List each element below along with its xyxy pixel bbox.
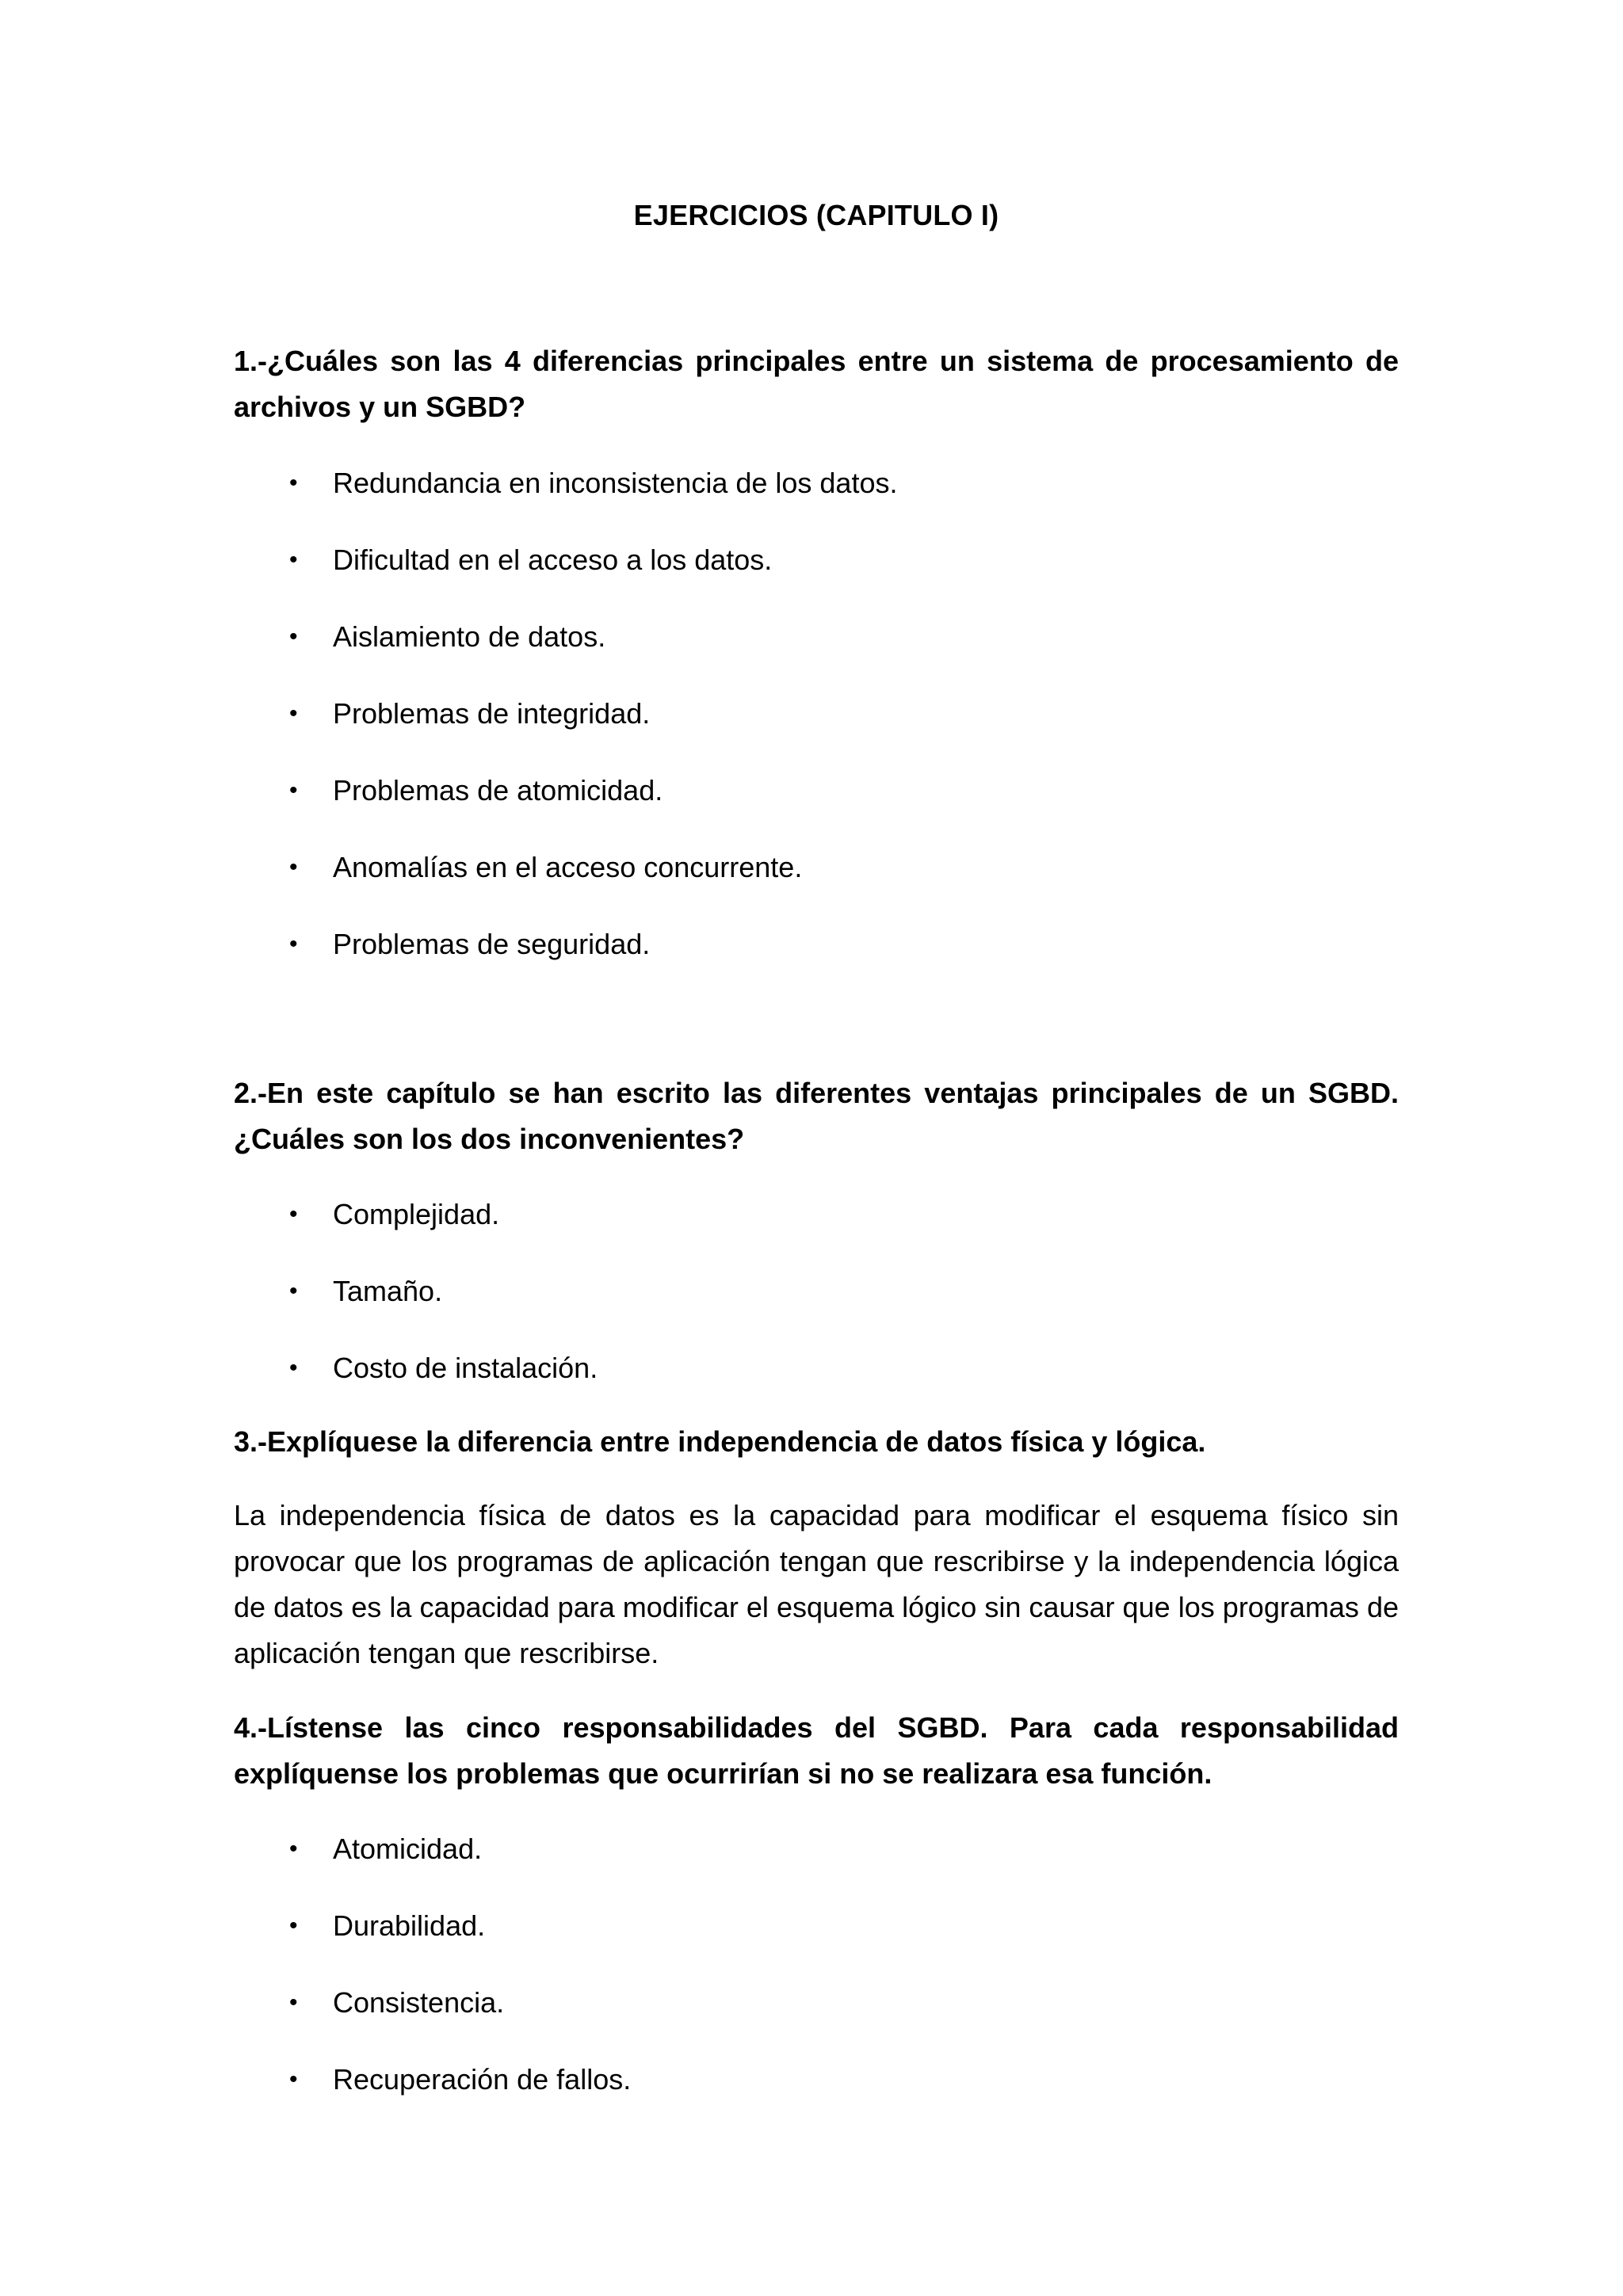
bullet-icon: • — [289, 1278, 298, 1304]
list-item-text: Durabilidad. — [333, 1909, 486, 1942]
bullet-icon: • — [289, 1201, 298, 1227]
bullet-icon: • — [289, 1355, 298, 1381]
list-item-text: Aislamiento de datos. — [333, 620, 606, 653]
list-item — [234, 618, 1399, 695]
question-1-list — [234, 464, 1399, 1002]
bullet-icon: • — [289, 470, 298, 496]
question-3: 3.-Explíquese la diferencia entre independencia de datos física y lógica. — [234, 1425, 1206, 1458]
bullet-icon: • — [289, 1989, 298, 2016]
list-item — [234, 849, 1399, 925]
bullet-icon: • — [289, 854, 298, 880]
list-item — [234, 772, 1399, 849]
list-item-text: Problemas de integridad. — [333, 697, 651, 730]
answer-3: La independencia física de datos es la capacidad para modificar el esquema físico sin provocar que los programas de aplicación tengan que rescribirse y la independencia lógica de datos es la capacidad para modificar el esquema lógico sin causar que los programas de aplicación tengan que rescribirse. — [234, 1499, 1399, 1669]
list-item-text: Anomalías en el acceso concurrente. — [333, 851, 803, 883]
list-item — [234, 1196, 1399, 1272]
list-item — [234, 1984, 1399, 2061]
list-item-text: Tamaño. — [333, 1275, 443, 1307]
question-4-list — [234, 1830, 1399, 2138]
list-item — [234, 695, 1399, 772]
question-2: 2.-En este capítulo se han escrito las diferentes ventajas principales de un SGBD. ¿Cuáles son los dos inconvenientes? — [234, 1077, 1399, 1155]
list-item — [234, 2061, 1399, 2138]
list-item-text: Redundancia en inconsistencia de los datos. — [333, 467, 898, 499]
list-item-text: Dificultad en el acceso a los datos. — [333, 543, 773, 576]
list-item-text: Recuperación de fallos. — [333, 2063, 632, 2096]
list-item-text: Complejidad. — [333, 1198, 500, 1230]
question-1: 1.-¿Cuáles son las 4 diferencias principales entre un sistema de procesamiento de archivos y un SGBD? — [234, 345, 1399, 423]
list-item — [234, 1907, 1399, 1984]
list-item-text: Consistencia. — [333, 1986, 505, 2019]
bullet-icon: • — [289, 1836, 298, 1862]
bullet-icon: • — [289, 1913, 298, 1939]
list-item — [234, 925, 1399, 1002]
bullet-icon: • — [289, 777, 298, 803]
question-4: 4.-Lístense las cinco responsabilidades del SGBD. Para cada responsabilidad explíquense los problemas que ocurrirían si no se realizara esa función. — [234, 1711, 1399, 1790]
list-item-text: Problemas de seguridad. — [333, 928, 651, 960]
list-item — [234, 1272, 1399, 1349]
bullet-icon: • — [289, 931, 298, 957]
list-item-text: Atomicidad. — [333, 1833, 483, 1865]
question-2-list — [234, 1196, 1399, 1426]
bullet-icon: • — [289, 547, 298, 573]
list-item — [234, 1830, 1399, 1907]
list-item-text: Costo de instalación. — [333, 1352, 598, 1384]
bullet-icon: • — [289, 700, 298, 727]
bullet-icon: • — [289, 2066, 298, 2092]
list-item — [234, 541, 1399, 618]
bullet-icon: • — [289, 624, 298, 650]
document-title: EJERCICIOS (CAPITULO I) — [633, 199, 999, 231]
list-item — [234, 464, 1399, 541]
list-item-text: Problemas de atomicidad. — [333, 774, 663, 807]
list-item — [234, 1349, 1399, 1426]
